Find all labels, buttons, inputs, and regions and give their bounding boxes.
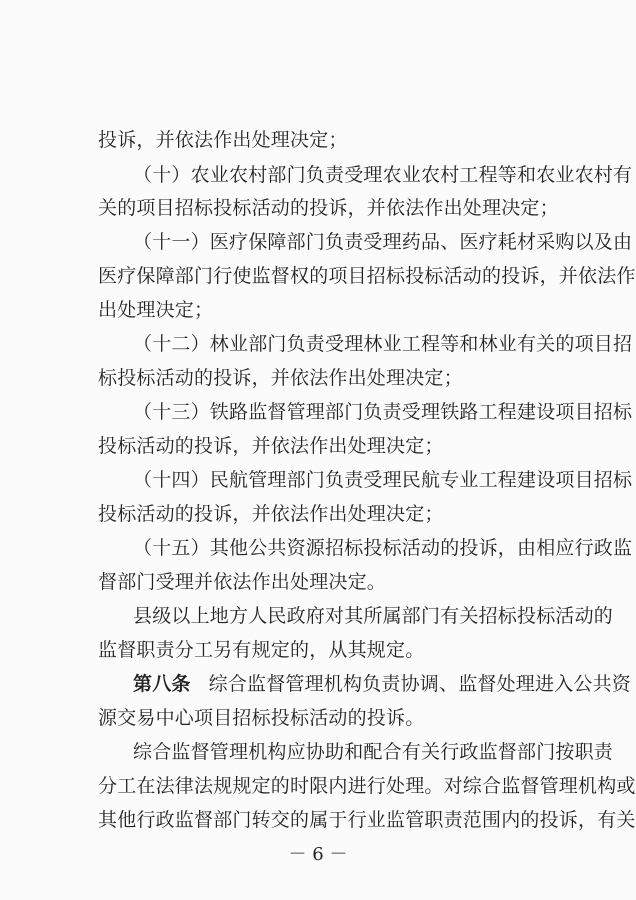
- text-line-6: 出处理决定；: [98, 299, 214, 321]
- text-line-9: （十三）铁路监督管理部门负责受理铁路工程建设项目招标: [133, 401, 633, 423]
- article-line: [133, 672, 631, 696]
- text-line-10: 投标活动的投诉，并依法作出处理决定；: [98, 435, 444, 457]
- text-line-14: 督部门受理并依法作出处理决定。: [98, 571, 387, 593]
- text-line-2: （十）农业农村部门负责受理农业农村工程等和农业农村有: [133, 164, 633, 186]
- text-line-21: 其他行政监督部门转交的属于行业监管职责范围内的投诉，有关: [98, 809, 636, 831]
- text-line-12: 投标活动的投诉，并依法作出处理决定；: [98, 503, 444, 525]
- text-line-7: （十二）林业部门负责受理林业工程等和林业有关的项目招: [133, 333, 633, 355]
- text-line-13: （十五）其他公共资源招标投标活动的投诉，由相应行政监: [133, 537, 633, 559]
- text-line-19: 综合监督管理机构应协助和配合有关行政监督部门按职责: [133, 741, 614, 763]
- text-line-4: （十一）医疗保障部门负责受理药品、医疗耗材采购以及由: [133, 231, 633, 253]
- text-line-8: 标投标活动的投诉，并依法作出处理决定；: [98, 367, 463, 389]
- text-line-18: 源交易中心项目招标投标活动的投诉。: [98, 707, 425, 729]
- page-number: － 6 －: [288, 844, 348, 865]
- text-line-15: 县级以上地方人民政府对其所属部门有关招标投标活动的: [133, 605, 614, 627]
- text-line-16: 监督职责分工另有规定的，从其规定。: [98, 639, 425, 661]
- article-label: 第八条: [133, 673, 191, 695]
- text-line-5: 医疗保障部门行使监督权的项目招标投标活动的投诉，并依法作: [98, 265, 636, 287]
- text-line-20: 分工在法律法规规定的时限内进行处理。对综合监督管理机构或: [98, 775, 636, 797]
- text-line-11: （十四）民航管理部门负责受理民航专业工程建设项目招标: [133, 469, 633, 491]
- text-line-1: 投诉，并依法作出处理决定；: [98, 129, 348, 151]
- text-line-17: 综合监督管理机构负责协调、监督处理进入公共资: [208, 673, 632, 695]
- text-line-3: 关的项目招标投标活动的投诉，并依法作出处理决定；: [98, 197, 559, 219]
